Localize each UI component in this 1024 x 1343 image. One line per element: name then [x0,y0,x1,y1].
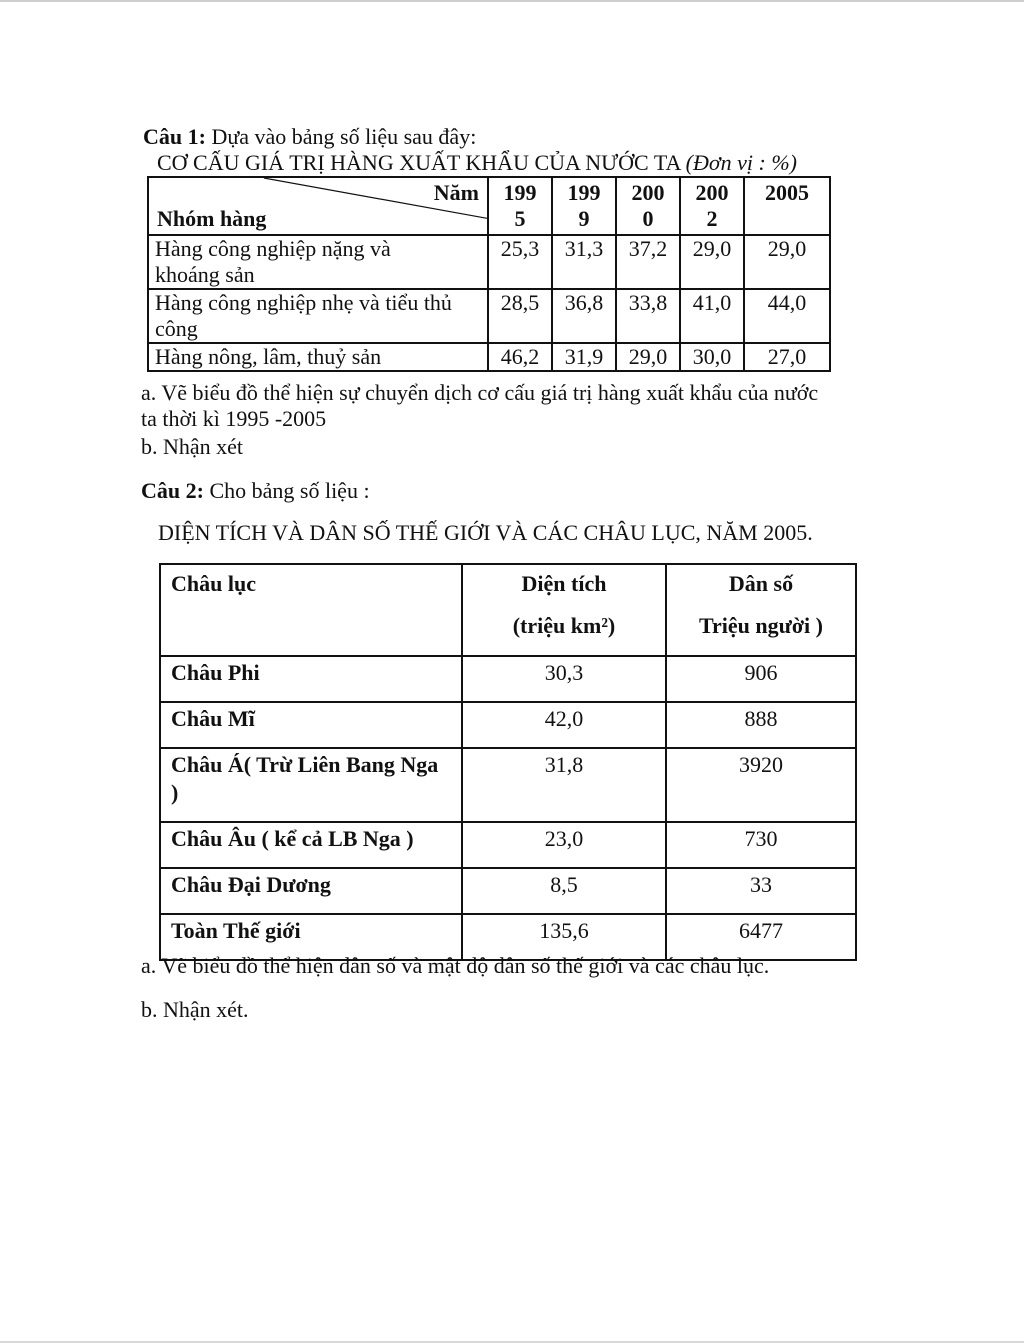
table-row [160,822,856,868]
year-header-2002: 200 2 [680,177,744,235]
table-cell: 31,9 [552,343,616,371]
area-value: 23,0 [462,822,666,868]
table-cell: 29,0 [616,343,680,371]
q2-intro: Cho bảng số liệu : [203,478,370,503]
table-row [148,343,830,371]
continent-name: Châu Đại Dương [160,868,462,914]
population-value: 6477 [666,914,856,960]
area-value: 8,5 [462,868,666,914]
row-label-heavy-industry: Hàng công nghiệp nặng và khoáng sản [148,235,488,289]
table-row [160,748,856,822]
table-cell: 46,2 [488,343,552,371]
q1-task-a-line2: ta thời kì 1995 -2005 [141,406,327,431]
continent-name: Toàn Thế giới [160,914,462,960]
area-value: 31,8 [462,748,666,822]
q1-task-b: b. Nhận xét [141,434,244,459]
q2-continents-table [159,563,857,961]
table-cell: 29,0 [680,235,744,289]
year-header-2005: 2005 [744,177,830,235]
table-row [160,868,856,914]
header-area: Diện tích (triệu km²) [462,564,666,656]
table-cell: 37,2 [616,235,680,289]
q2-table-title: DIỆN TÍCH VÀ DÂN SỐ THẾ GIỚI VÀ CÁC CHÂU LỤC, NĂM 2005. [158,520,813,545]
q2-task-b: b. Nhận xét. [141,997,249,1022]
group-header-label: Nhóm hàng [157,206,267,231]
population-value: 33 [666,868,856,914]
q1-unit: (Đơn vị : %) [685,150,797,175]
table-cell: 30,0 [680,343,744,371]
q1-header-row [148,177,830,235]
year-header-1995: 199 5 [488,177,552,235]
table-row [148,289,830,343]
area-value: 30,3 [462,656,666,702]
population-value: 730 [666,822,856,868]
q1-corner-cell [148,177,488,235]
q1-intro: Dựa vào bảng số liệu sau đây: [205,124,477,149]
area-value: 135,6 [462,914,666,960]
area-value: 42,0 [462,702,666,748]
q1-task-a-line1: a. Vẽ biểu đồ thể hiện sự chuyển dịch cơ cấu giá trị hàng xuất khẩu của nước [141,380,819,405]
q2-label: Câu 2: [141,478,204,503]
population-value: 906 [666,656,856,702]
table-row [160,656,856,702]
year-header-2000: 200 0 [616,177,680,235]
q2-header-row [160,564,856,656]
q1-title-text: CƠ CẤU GIÁ TRỊ HÀNG XUẤT KHẨU CỦA NƯỚC TA [157,150,686,175]
q1-table-title [157,150,797,176]
continent-name: Châu Âu ( kể cả LB Nga ) [160,822,462,868]
table-row [160,702,856,748]
table-cell: 41,0 [680,289,744,343]
q1-export-structure-table [147,176,831,372]
continent-name: Châu Mĩ [160,702,462,748]
table-cell: 27,0 [744,343,830,371]
table-row [148,235,830,289]
year-header-label: Năm [433,180,479,205]
table-cell: 31,3 [552,235,616,289]
continent-name: Châu Á( Trừ Liên Bang Nga ) [160,748,462,822]
q1-label: Câu 1: [143,124,206,149]
table-cell: 44,0 [744,289,830,343]
q1-heading [143,124,476,150]
table-cell: 36,8 [552,289,616,343]
continent-name: Châu Phi [160,656,462,702]
table-cell: 25,3 [488,235,552,289]
population-value: 888 [666,702,856,748]
row-label-agriculture: Hàng nông, lâm, thuỷ sản [148,343,488,371]
population-value: 3920 [666,748,856,822]
table-cell: 33,8 [616,289,680,343]
header-continent: Châu lục [160,564,462,656]
q2-heading [141,478,370,504]
year-header-1999: 199 9 [552,177,616,235]
table-cell: 28,5 [488,289,552,343]
header-population: Dân số Triệu người ) [666,564,856,656]
table-cell: 29,0 [744,235,830,289]
row-label-light-industry: Hàng công nghiệp nhẹ và tiểu thủ công [148,289,488,343]
q2-task-a: a. Vẽ biểu đồ thể hiện dân số và mật độ dân số thế giới và các châu lục. [141,953,770,978]
